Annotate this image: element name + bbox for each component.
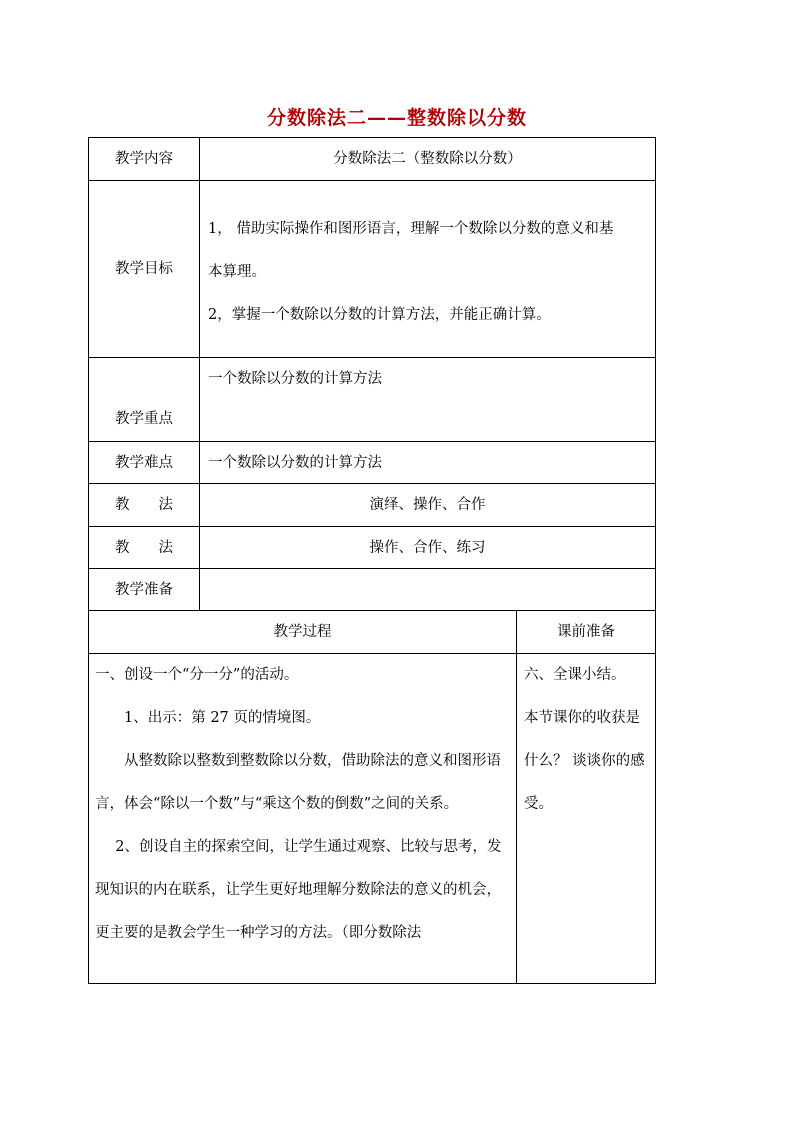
key-label: 教学重点 [115, 410, 173, 427]
process-paragraph: 1、出示：第 27 页的情境图。 [124, 710, 321, 726]
method-2-label: 教 法 [115, 539, 173, 556]
page-title: 分数除法二——整数除以分数 [266, 107, 527, 129]
process-header: 教学过程 [273, 624, 332, 640]
goals-line-3: 2，掌握一个数除以分数的计算方法，并能正确计算。 [208, 307, 551, 323]
process-paragraph: 从整数除以整数到整数除以分数，借助除法的意义和图形语言，体会“除以一个数”与“乘这个数的倒数”之间的关系。 [95, 753, 501, 812]
difficulty-label: 教学难点 [115, 454, 173, 471]
process-body [89, 654, 516, 983]
goals-value [200, 181, 655, 357]
process-paragraph: 一、创设一个“分一分”的活动。 [95, 667, 299, 683]
method-2-value: 操作、合作、练习 [369, 539, 486, 556]
content-value: 分数除法二（整数除以分数） [333, 151, 522, 167]
prep-notes-header: 课前准备 [557, 624, 615, 640]
prep-label: 教学准备 [115, 581, 173, 598]
method-1-value: 演绎、操作、合作 [369, 497, 486, 513]
goals-line-1: 1， 借助实际操作和图形语言，理解一个数除以分数的意义和基 [208, 221, 614, 237]
goals-line-2: 本算理。 [208, 264, 266, 280]
goals-label: 教学目标 [115, 261, 173, 277]
prep-value [200, 569, 655, 610]
process-paragraph: 2、创设自主的探索空间，让学生通过观察、比较与思考，发现知识的内在联系，让学生更好地理解分数除法的意义的机会，更主要的是教会学生一种学习的方法。（即分数除法 [95, 839, 502, 941]
prep-notes-paragraph: 六、全课小结。 [524, 667, 626, 683]
prep-notes-body [517, 654, 655, 983]
difficulty-value: 一个数除以分数的计算方法 [208, 455, 382, 471]
content-label: 教学内容 [115, 151, 173, 167]
lesson-plan-table [88, 137, 656, 984]
key-value: 一个数除以分数的计算方法 [208, 371, 382, 387]
prep-notes-paragraph: 本节课你的收获是什么？ 谈谈你的感受。 [524, 710, 645, 812]
method-1-label: 教 法 [115, 497, 173, 513]
